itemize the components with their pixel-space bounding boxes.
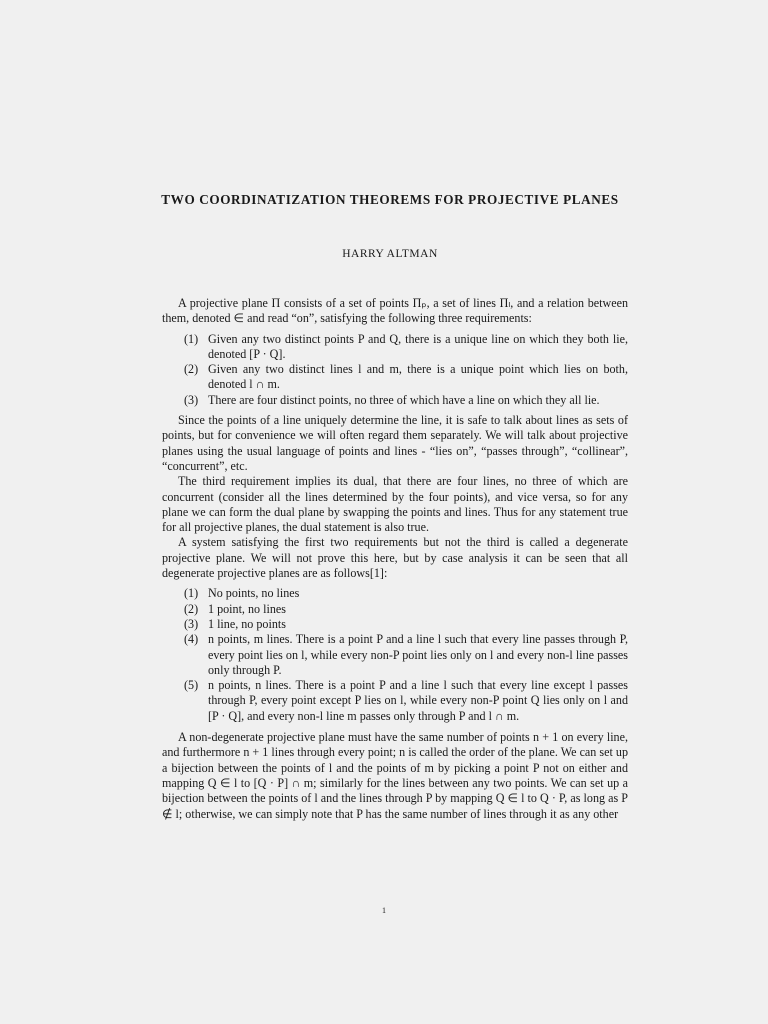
list-item (184, 362, 628, 393)
degenerate-planes-list (162, 586, 628, 724)
body-paragraph: The third requirement implies its dual, that there are four lines, no three of which are concurrent (consider all the lines determined by the four points), and vice versa, so for any plane we can form the dual plane by swapping the points and lines. Thus for any statement true for all projective planes, the dual statement is also true. (162, 474, 628, 535)
item-number: (1) (184, 586, 199, 601)
body-paragraph: A system satisfying the first two requirements but not the third is called a degenerate projective plane. We will not prove this here, but by case analysis it can be seen that all degenerate projective planes are as follows[1]: (162, 535, 628, 581)
item-number: (1) (184, 331, 199, 346)
author-name: HARRY ALTMAN (342, 248, 438, 260)
list-item (184, 392, 628, 408)
item-text: n points, m lines. There is a point P and a line l such that every line passes through P, every point lies on l, while every non-P point lies only on l and every non-l line passes only through P. (208, 632, 628, 677)
item-number: (3) (184, 616, 199, 631)
list-item (184, 586, 628, 601)
item-number: (2) (184, 601, 199, 616)
paper-body (162, 296, 628, 822)
item-text: No points, no lines (208, 586, 300, 601)
item-number: (3) (184, 392, 199, 407)
item-number: (5) (184, 678, 199, 693)
list-item (184, 678, 628, 724)
list-item (184, 616, 628, 632)
item-number: (2) (184, 362, 199, 377)
list-item (184, 632, 628, 678)
body-paragraph: Since the points of a line uniquely determine the line, it is safe to talk about lines as sets of points, but for convenience we will often regard them separately. We will talk about projective planes using the usual language of points and lines - “lies on”, “passes through”, “collinear”, “concurrent”, etc. (162, 413, 628, 473)
list-item (184, 601, 628, 617)
item-text: Given any two distinct points P and Q, there is a unique line on which they both lie, denoted [P · Q]. (208, 331, 628, 361)
list-item (184, 331, 628, 363)
item-text: 1 line, no points (208, 616, 286, 631)
item-text: n points, n lines. There is a point P and a line l such that every line except l passes through P, every point except P lies on l, while every non-P point Q lies only on l and [P · Q], and every non-l line m passes only through P and l ∩ m. (208, 678, 628, 723)
item-text: There are four distinct points, no three of which have a line on which they all lie. (208, 392, 600, 407)
paper-title: TWO COORDINATIZATION THEOREMS FOR PROJECTIVE PLANES (161, 192, 619, 207)
intro-paragraph: A projective plane Π consists of a set of points Πₚ, a set of lines Πₗ, and a relation between them, denoted ∈ and read “on”, satisfying the following three requirements: (162, 296, 628, 326)
requirements-list (162, 332, 628, 408)
item-text: Given any two distinct lines l and m, there is a unique point which lies on both, denoted l ∩ m. (208, 362, 628, 392)
item-text: 1 point, no lines (208, 601, 286, 616)
page-number: 1 (382, 906, 386, 915)
item-number: (4) (184, 632, 199, 647)
body-paragraph: A non-degenerate projective plane must have the same number of points n + 1 on every line, and furthermore n + 1 lines through every point; n is called the order of the plane. We can set up a bijection between the points of l and the points of m by picking a point P not on either and mapping Q ∈ l to [Q · P] ∩ m; similarly for the lines between any two points. We can set up a bijection between the points of l and the lines through P by mapping Q ∈ l to Q · P, as long as P ∉ l; otherwise, we can simply note that P has the same number of lines through it as any other (162, 730, 628, 821)
